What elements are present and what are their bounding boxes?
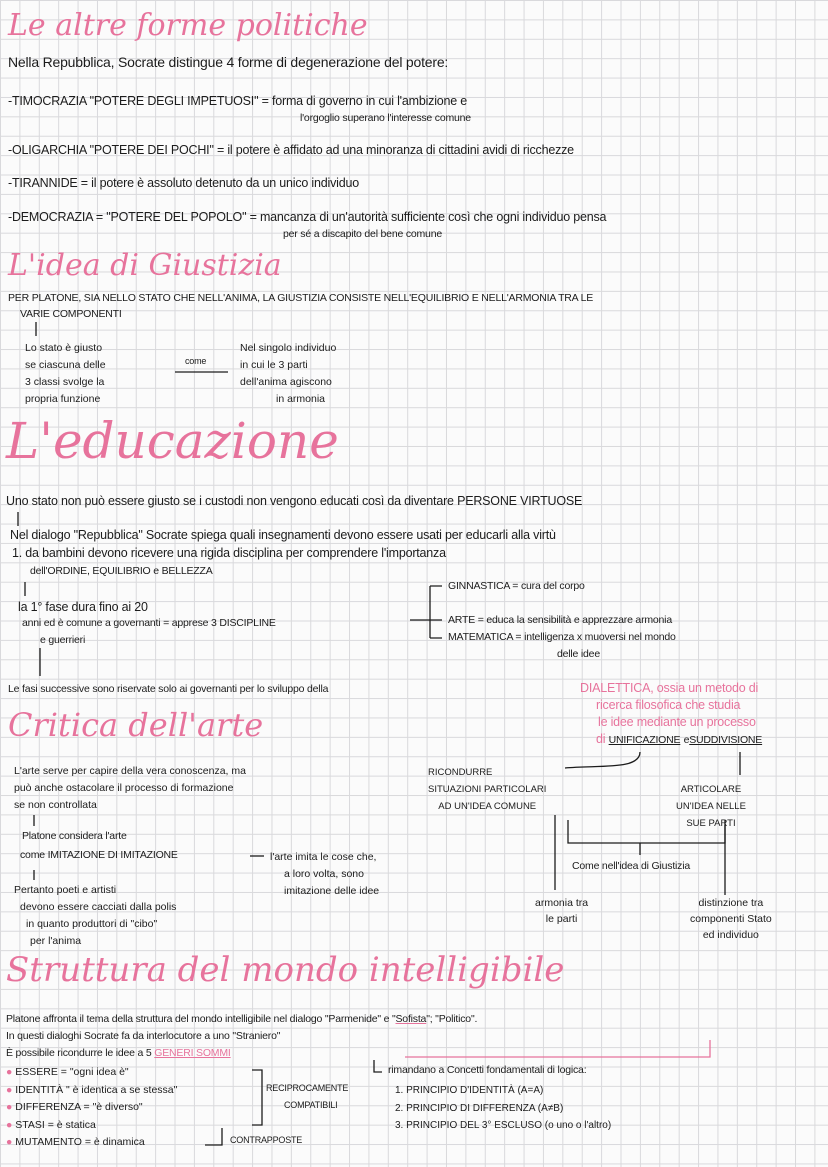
text: "; "Politico". <box>426 1013 478 1025</box>
edu-text-1: Uno stato non può essere giusto se i custodi non vengono educati così da diventare PERSONE VIRTUOSE <box>6 494 583 508</box>
text-line: Nel singolo individuo <box>240 342 337 354</box>
oligarchia-text: -OLIGARCHIA "POTERE DEI POCHI" = il potere è affidato ad una minoranza di cittadini avidi di ricchezze <box>8 143 574 157</box>
edu-text-3: 1. da bambini devono ricevere una rigida disciplina per comprendere l'importanza <box>12 546 446 560</box>
dialettica-cont-1: ricerca filosofica che studia <box>596 698 741 712</box>
struttura-text-3 <box>6 1047 231 1059</box>
come-label: come <box>185 356 207 366</box>
suddivisione-label: SUDDIVISIONE <box>689 734 763 746</box>
section-title-struttura: Struttura del mondo intelligibile <box>6 950 565 990</box>
pertanto-block <box>14 882 176 950</box>
giustizia-text: PER PLATONE, SIA NELLO STATO CHE NELL'ANIMA, LA GIUSTIZIA CONSISTE NELL'EQUILIBRIO E NELL'ARMONIA TRA LE <box>8 292 594 304</box>
text-line: in armonia <box>276 393 326 405</box>
text-line: l'arte imita le cose che, <box>270 851 377 863</box>
text-line: propria funzione <box>25 393 101 405</box>
edu-text-2: Nel dialogo "Repubblica" Socrate spiega quali insegnamenti devono essere usati per educarli alla virtù <box>10 528 556 542</box>
list-item: ● MUTAMENTO = è dinamica <box>6 1136 145 1148</box>
list-item: ● DIFFERENZA = "è diverso" <box>6 1101 143 1113</box>
list-item: 3. PRINCIPIO DEL 3° ESCLUSO (o uno o l'altro) <box>395 1120 612 1131</box>
distinzione-block <box>690 895 772 943</box>
text: DIFFERENZA = "è diverso" <box>15 1101 143 1113</box>
sofista-label: Sofista <box>395 1013 427 1025</box>
ginnastica-text: GINNASTICA = cura del corpo <box>448 580 585 592</box>
text-line: ARTICOLARE <box>680 784 742 795</box>
compatibili-label: COMPATIBILI <box>284 1100 338 1110</box>
ricondurre-block <box>428 764 546 815</box>
text-line: SUE PARTI <box>686 818 736 829</box>
articolare-block <box>676 781 746 832</box>
democrazia-text: -DEMOCRAZIA = "POTERE DEL POPOLO" = mancanza di un'autorità sufficiente così che ogni individuo pensa <box>8 210 607 224</box>
matematica-cont: delle idee <box>557 648 600 660</box>
text-line: componenti Stato <box>690 913 772 925</box>
text-line: ed individuo <box>702 929 759 941</box>
fase-3: e guerrieri <box>40 634 86 646</box>
reciprocamente-label: RECIPROCAMENTE <box>266 1083 349 1093</box>
text-line: in quanto produttori di "cibo" <box>26 918 158 930</box>
text: di <box>596 732 606 746</box>
text: e <box>683 734 690 746</box>
text-line: imitazione delle idee <box>284 885 380 897</box>
contrapposte-label: CONTRAPPOSTE <box>230 1135 303 1145</box>
giustizia-text-2: VARIE COMPONENTI <box>20 308 122 320</box>
text-line: se non controllata <box>14 799 97 811</box>
text: ESSERE = "ogni idea è" <box>15 1066 129 1078</box>
text-line: dell'anima agiscono <box>240 376 332 388</box>
list-item: 2. PRINCIPIO DI DIFFERENZA (A≠B) <box>395 1102 564 1114</box>
intro-text: Nella Repubblica, Socrate distingue 4 forme di degenerazione del potere: <box>8 54 449 70</box>
fase-1: la 1° fase dura fino ai 20 <box>18 600 148 614</box>
dialettica-cont-2: le idee mediante un processo <box>598 715 756 729</box>
dialettica-text: DIALETTICA, ossia un metodo di <box>580 681 759 695</box>
text-line: 3 classi svolge la <box>25 376 105 388</box>
section-title-educazione: L'educazione <box>6 412 339 470</box>
list-item: 1. PRINCIPIO D'IDENTITÀ (A=A) <box>395 1085 544 1096</box>
text: È possibile ricondurre le idee a 5 <box>6 1047 152 1059</box>
text-line: le parti <box>545 913 578 925</box>
tirannide-text: -TIRANNIDE = il potere è assoluto detenuto da un unico individuo <box>8 176 359 190</box>
text-line: può anche ostacolare il processo di formazione <box>14 782 234 794</box>
matematica-text: MATEMATICA = intelligenza x muoversi nel mondo <box>448 631 676 643</box>
timocrazia-text: -TIMOCRAZIA "POTERE DEGLI IMPETUOSI" = forma di governo in cui l'ambizione e <box>8 94 468 108</box>
text: IDENTITÀ " è identica a se stessa" <box>15 1083 178 1096</box>
rimandano-text: rimandano a Concetti fondamentali di logica: <box>388 1064 587 1076</box>
imitazione-spiegazione <box>270 849 379 900</box>
text-line: se ciascuna delle <box>25 359 106 371</box>
dialettica-cont-3 <box>596 732 762 746</box>
democrazia-cont: per sé a discapito del bene comune <box>283 228 442 240</box>
generi-list <box>6 1064 177 1152</box>
text-line: Pertanto poeti e artisti <box>14 884 117 896</box>
list-item: ● STASI = è statica <box>6 1118 96 1131</box>
section-title-critica-arte: Critica dell'arte <box>8 706 264 744</box>
text-line: AD UN'IDEA COMUNE <box>438 801 537 812</box>
edu-text-4: dell'ORDINE, EQUILIBRIO e BELLEZZA <box>30 565 213 577</box>
platone-considera: Platone considera l'arte <box>22 830 127 842</box>
arte-paragraph <box>14 763 246 814</box>
timocrazia-cont: l'orgoglio superano l'interesse comune <box>300 112 471 124</box>
text-line: a loro volta, sono <box>284 868 364 880</box>
text-line: per l'anima <box>30 935 82 947</box>
text-line: devono essere cacciati dalla polis <box>20 901 177 913</box>
text-line: L'arte serve per capire della vera conoscenza, ma <box>14 765 246 777</box>
individuo-block <box>240 340 336 408</box>
struttura-text-2: In questi dialoghi Socrate fa da interlocutore a uno "Straniero" <box>6 1030 281 1042</box>
armonia-block <box>535 895 588 927</box>
list-item: ● ESSERE = "ogni idea è" <box>6 1066 129 1078</box>
struttura-text-1 <box>6 1013 477 1025</box>
text-line: armonia tra <box>535 897 589 909</box>
generi-sommi-label: GENERI SOMMI <box>154 1047 231 1059</box>
section-title-forme-politiche: Le altre forme politiche <box>8 8 368 43</box>
list-item: ● IDENTITÀ " è identica a se stessa" <box>6 1083 178 1096</box>
text-line: Lo stato è giusto <box>25 342 103 354</box>
text-line: RICONDURRE <box>428 767 493 778</box>
text-line: UN'IDEA NELLE <box>676 801 746 812</box>
text: MUTAMENTO = è dinamica <box>15 1136 145 1148</box>
text-line: distinzione tra <box>698 897 764 909</box>
fase-2: anni ed è comune a governanti = apprese 3 DISCIPLINE <box>22 617 276 629</box>
stato-giusto-block <box>25 340 106 408</box>
section-title-giustizia: L'idea di Giustizia <box>8 248 282 283</box>
unificazione-label: UNIFICAZIONE <box>608 734 681 746</box>
come-giustizia: Come nell'idea di Giustizia <box>572 860 690 872</box>
principi-list <box>395 1082 611 1135</box>
text: Platone affronta il tema della struttura del mondo intelligibile nel dialogo "Parmenide" e " <box>6 1013 396 1025</box>
text: STASI = è statica <box>15 1118 96 1131</box>
fasi-text: Le fasi successive sono riservate solo ai governanti per lo sviluppo della <box>8 683 329 695</box>
text-line: in cui le 3 parti <box>240 359 308 371</box>
arte-text: ARTE = educa la sensibilità e apprezzare armonia <box>448 614 672 626</box>
text-line: SITUAZIONI PARTICOLARI <box>428 784 547 795</box>
imitazione-text: come IMITAZIONE DI IMITAZIONE <box>20 849 178 861</box>
